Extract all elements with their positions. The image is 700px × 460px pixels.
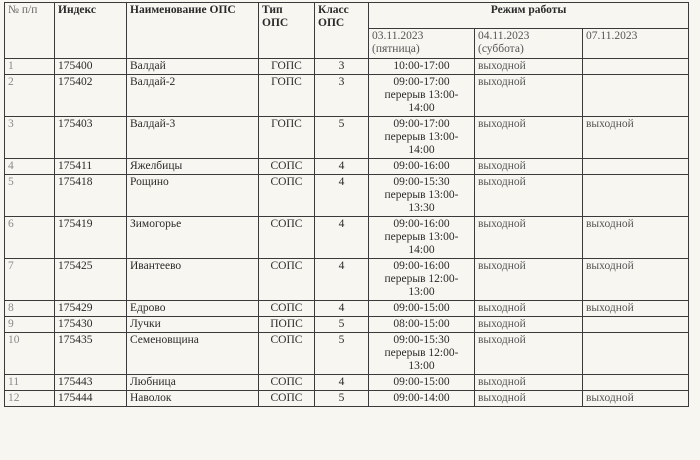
row-name: Валдай-3 <box>127 117 259 159</box>
table-row <box>5 159 689 175</box>
row-name: Валдай-2 <box>127 75 259 117</box>
row-schedule-d2: выходной <box>475 301 583 317</box>
date-3-label: 07.11.2023 <box>586 30 638 42</box>
row-schedule-d3: выходной <box>583 217 689 259</box>
row-class: 5 <box>315 333 369 375</box>
row-index: 175400 <box>55 59 127 75</box>
row-schedule-d2: выходной <box>475 391 583 407</box>
row-schedule-d3: выходной <box>583 117 689 159</box>
header-name: Наименование ОПС <box>127 3 259 59</box>
row-type: ГОПС <box>259 117 315 159</box>
table-row <box>5 175 689 217</box>
row-class: 5 <box>315 391 369 407</box>
row-schedule-d2: выходной <box>475 317 583 333</box>
date-2-label: 04.11.2023 <box>478 30 530 42</box>
row-name: Семеновщина <box>127 333 259 375</box>
row-schedule-d3: выходной <box>583 301 689 317</box>
row-num: 12 <box>5 391 55 407</box>
row-num: 7 <box>5 259 55 301</box>
row-schedule-d2: выходной <box>475 75 583 117</box>
row-schedule-d3 <box>583 175 689 217</box>
row-index: 175444 <box>55 391 127 407</box>
row-num: 1 <box>5 59 55 75</box>
table-row <box>5 217 689 259</box>
row-schedule-d1: 09:00-17:00 перерыв 13:00-14:00 <box>369 117 475 159</box>
row-schedule-d2: выходной <box>475 259 583 301</box>
row-num: 2 <box>5 75 55 117</box>
schedule-body <box>5 59 689 407</box>
date-1-label: 03.11.2023 <box>372 30 424 42</box>
row-schedule-d1: 10:00-17:00 <box>369 59 475 75</box>
row-schedule-d3 <box>583 317 689 333</box>
row-index: 175443 <box>55 375 127 391</box>
row-class: 4 <box>315 259 369 301</box>
row-schedule-d1: 09:00-16:00 перерыв 13:00-14:00 <box>369 217 475 259</box>
row-schedule-d2: выходной <box>475 175 583 217</box>
row-name: Валдай <box>127 59 259 75</box>
row-schedule-d3: выходной <box>583 391 689 407</box>
row-type: СОПС <box>259 159 315 175</box>
row-schedule-d2: выходной <box>475 217 583 259</box>
row-index: 175418 <box>55 175 127 217</box>
row-schedule-d1: 09:00-15:00 <box>369 375 475 391</box>
row-schedule-d2: выходной <box>475 59 583 75</box>
row-class: 4 <box>315 175 369 217</box>
schedule-table <box>4 2 689 407</box>
row-name: Зимогорье <box>127 217 259 259</box>
row-num: 8 <box>5 301 55 317</box>
row-num: 3 <box>5 117 55 159</box>
row-class: 4 <box>315 159 369 175</box>
row-schedule-d3 <box>583 59 689 75</box>
row-schedule-d1: 08:00-15:00 <box>369 317 475 333</box>
row-num: 11 <box>5 375 55 391</box>
table-row <box>5 117 689 159</box>
row-num: 10 <box>5 333 55 375</box>
row-index: 175402 <box>55 75 127 117</box>
table-row <box>5 75 689 117</box>
row-schedule-d3 <box>583 333 689 375</box>
row-index: 175429 <box>55 301 127 317</box>
row-schedule-d1: 09:00-16:00 <box>369 159 475 175</box>
row-class: 3 <box>315 75 369 117</box>
row-class: 4 <box>315 217 369 259</box>
row-index: 175403 <box>55 117 127 159</box>
row-schedule-d3 <box>583 159 689 175</box>
header-index: Индекс <box>55 3 127 59</box>
header-type: Тип ОПС <box>259 3 315 59</box>
row-type: СОПС <box>259 333 315 375</box>
row-class: 5 <box>315 117 369 159</box>
row-num: 9 <box>5 317 55 333</box>
row-type: ПОПС <box>259 317 315 333</box>
row-schedule-d2: выходной <box>475 159 583 175</box>
row-schedule-d1: 09:00-14:00 <box>369 391 475 407</box>
row-type: СОПС <box>259 259 315 301</box>
schedule-sheet <box>4 2 688 454</box>
row-schedule-d3: выходной <box>583 259 689 301</box>
row-schedule-d1: 09:00-15:30 перерыв 12:00-13:00 <box>369 333 475 375</box>
row-name: Рощино <box>127 175 259 217</box>
day-1-label: (пятница) <box>372 43 420 55</box>
row-schedule-d1: 09:00-16:00 перерыв 12:00-13:00 <box>369 259 475 301</box>
table-row <box>5 59 689 75</box>
row-name: Едрово <box>127 301 259 317</box>
table-row <box>5 333 689 375</box>
row-index: 175425 <box>55 259 127 301</box>
row-name: Ивантеево <box>127 259 259 301</box>
row-type: СОПС <box>259 301 315 317</box>
row-schedule-d2: выходной <box>475 117 583 159</box>
row-name: Лучки <box>127 317 259 333</box>
header-num: № п/п <box>5 3 55 59</box>
row-class: 5 <box>315 317 369 333</box>
row-class: 3 <box>315 59 369 75</box>
row-num: 4 <box>5 159 55 175</box>
header-date-3 <box>583 29 689 59</box>
row-schedule-d3 <box>583 75 689 117</box>
header-class: Класс ОПС <box>315 3 369 59</box>
table-row <box>5 317 689 333</box>
row-type: ГОПС <box>259 75 315 117</box>
row-class: 4 <box>315 375 369 391</box>
table-row <box>5 391 689 407</box>
row-index: 175411 <box>55 159 127 175</box>
table-row <box>5 375 689 391</box>
row-index: 175430 <box>55 317 127 333</box>
row-schedule-d1: 09:00-17:00 перерыв 13:00-14:00 <box>369 75 475 117</box>
header-date-1 <box>369 29 475 59</box>
header-mode: Режим работы <box>369 3 689 29</box>
row-name: Наволок <box>127 391 259 407</box>
table-row <box>5 301 689 317</box>
row-type: СОПС <box>259 217 315 259</box>
row-schedule-d3 <box>583 375 689 391</box>
row-name: Яжелбицы <box>127 159 259 175</box>
row-type: СОПС <box>259 391 315 407</box>
row-num: 5 <box>5 175 55 217</box>
row-index: 175435 <box>55 333 127 375</box>
row-type: СОПС <box>259 375 315 391</box>
row-schedule-d1: 09:00-15:30 перерыв 13:00-13:30 <box>369 175 475 217</box>
row-schedule-d1: 09:00-15:00 <box>369 301 475 317</box>
row-type: ГОПС <box>259 59 315 75</box>
header-date-2 <box>475 29 583 59</box>
row-schedule-d2: выходной <box>475 375 583 391</box>
row-schedule-d2: выходной <box>475 333 583 375</box>
row-name: Любница <box>127 375 259 391</box>
row-type: СОПС <box>259 175 315 217</box>
row-index: 175419 <box>55 217 127 259</box>
day-2-label: (суббота) <box>478 43 524 55</box>
table-row <box>5 259 689 301</box>
row-class: 4 <box>315 301 369 317</box>
row-num: 6 <box>5 217 55 259</box>
